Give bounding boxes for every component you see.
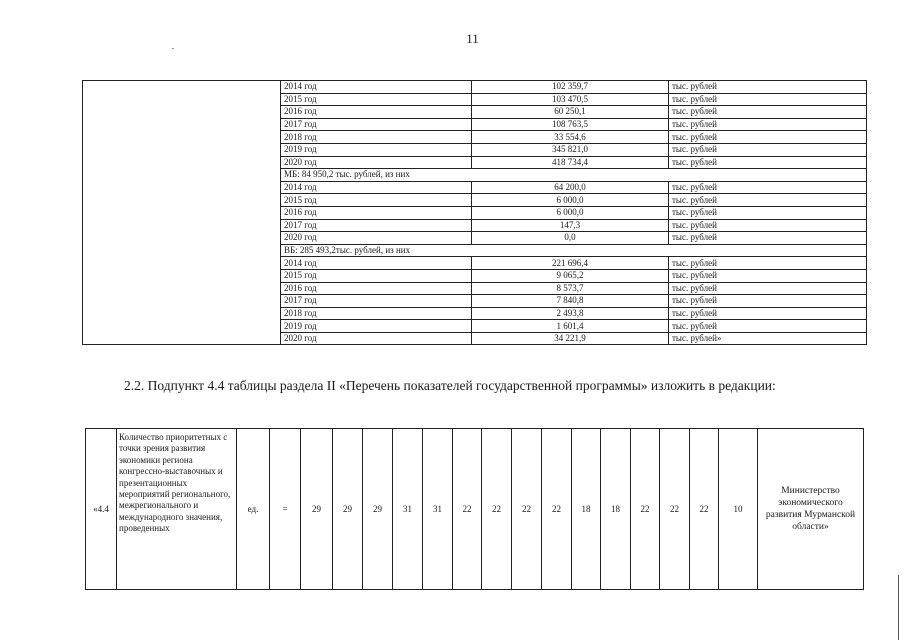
funding-year: 2017 год (281, 219, 472, 232)
funding-year: 2017 год (281, 295, 472, 308)
indicator-value: 18 (601, 429, 631, 590)
funding-unit: тыс. рублей (669, 307, 867, 320)
funding-unit: тыс. рублей (669, 118, 867, 131)
funding-unit: тыс. рублей (669, 257, 867, 270)
funding-value: 6 000,0 (472, 206, 669, 219)
funding-unit: тыс. рублей (669, 282, 867, 295)
funding-year: 2016 год (281, 282, 472, 295)
funding-year: 2020 год (281, 332, 472, 345)
indicator-value: 10 (719, 429, 758, 590)
funding-year: 2018 год (281, 131, 472, 144)
funding-year: 2019 год (281, 320, 472, 333)
funding-unit: тыс. рублей (669, 194, 867, 207)
indicator-direction: = (270, 429, 301, 590)
funding-row (83, 81, 867, 94)
indicator-value: 22 (542, 429, 572, 590)
funding-year: 2014 год (281, 81, 472, 94)
funding-year: 2020 год (281, 156, 472, 169)
funding-value: 2 493,8 (472, 307, 669, 320)
funding-value: 64 200,0 (472, 181, 669, 194)
funding-value: 7 840,8 (472, 295, 669, 308)
funding-unit: тыс. рублей» (669, 332, 867, 345)
funding-value: 33 554,6 (472, 131, 669, 144)
indicator-value: 29 (301, 429, 333, 590)
indicator-value: 31 (393, 429, 423, 590)
indicator-value: 31 (423, 429, 453, 590)
funding-value: 418 734,4 (472, 156, 669, 169)
funding-year: 2015 год (281, 269, 472, 282)
funding-value: 147,3 (472, 219, 669, 232)
indicator-value: 22 (512, 429, 542, 590)
funding-unit: тыс. рублей (669, 143, 867, 156)
funding-table-body (83, 81, 867, 345)
funding-unit: тыс. рублей (669, 295, 867, 308)
indicator-value: 18 (572, 429, 601, 590)
indicator-value: 29 (363, 429, 393, 590)
funding-year: 2014 год (281, 181, 472, 194)
indicator-value: 22 (631, 429, 660, 590)
amendment-text: 2.2. Подпункт 4.4 таблицы раздела II «Перечень показателей государственной программы» изложить в редакции: (124, 378, 776, 393)
funding-year: 2017 год (281, 118, 472, 131)
indicator-value: 22 (660, 429, 690, 590)
indicator-value: 29 (333, 429, 363, 590)
funding-unit: тыс. рублей (669, 131, 867, 144)
indicator-responsible: Министерство экономического развития Мурманской области» (758, 429, 864, 590)
funding-value: 103 470,5 (472, 93, 669, 106)
indicator-value: 22 (482, 429, 512, 590)
funding-unit: тыс. рублей (669, 156, 867, 169)
amendment-paragraph (86, 377, 862, 395)
funding-unit: тыс. рублей (669, 181, 867, 194)
funding-year: 2016 год (281, 206, 472, 219)
funding-unit: тыс. рублей (669, 206, 867, 219)
funding-year: 2020 год (281, 232, 472, 245)
funding-year: 2015 год (281, 93, 472, 106)
scan-speck (172, 48, 174, 49)
funding-unit: тыс. рублей (669, 269, 867, 282)
funding-table (82, 80, 867, 345)
funding-unit: тыс. рублей (669, 320, 867, 333)
funding-year: 2018 год (281, 307, 472, 320)
funding-year: 2019 год (281, 143, 472, 156)
funding-subheader: МБ: 84 950,2 тыс. рублей, из них (281, 169, 867, 182)
funding-unit: тыс. рублей (669, 106, 867, 119)
indicator-number: «4.4 (86, 429, 117, 590)
funding-year: 2014 год (281, 257, 472, 270)
funding-value: 102 359,7 (472, 81, 669, 94)
funding-value: 1 601,4 (472, 320, 669, 333)
funding-value: 60 250,1 (472, 106, 669, 119)
indicator-name: Количество приоритетных с точки зрения развития экономики региона конгрессно-выставочных и презентационных мероприятий регионального, межрегионального и международного значения, проведенных (117, 429, 237, 590)
funding-blank-cell (83, 81, 281, 345)
funding-value: 9 065,2 (472, 269, 669, 282)
funding-unit: тыс. рублей (669, 93, 867, 106)
indicator-value: 22 (453, 429, 482, 590)
funding-value: 221 696,4 (472, 257, 669, 270)
indicator-value: 22 (690, 429, 719, 590)
funding-year: 2015 год (281, 194, 472, 207)
funding-value: 34 221,9 (472, 332, 669, 345)
indicator-row (86, 429, 864, 590)
funding-unit: тыс. рублей (669, 219, 867, 232)
funding-value: 6 000,0 (472, 194, 669, 207)
funding-value: 108 763,5 (472, 118, 669, 131)
funding-unit: тыс. рублей (669, 232, 867, 245)
funding-value: 8 573,7 (472, 282, 669, 295)
indicator-unit: ед. (237, 429, 270, 590)
indicator-table (85, 428, 864, 590)
funding-subheader: ВБ: 285 493,2тыс. рублей, из них (281, 244, 867, 257)
funding-year: 2016 год (281, 106, 472, 119)
scan-edge-line (898, 575, 899, 640)
funding-value: 0,0 (472, 232, 669, 245)
funding-value: 345 821,0 (472, 143, 669, 156)
funding-unit: тыс. рублей (669, 81, 867, 94)
page-number: 11 (466, 31, 479, 46)
